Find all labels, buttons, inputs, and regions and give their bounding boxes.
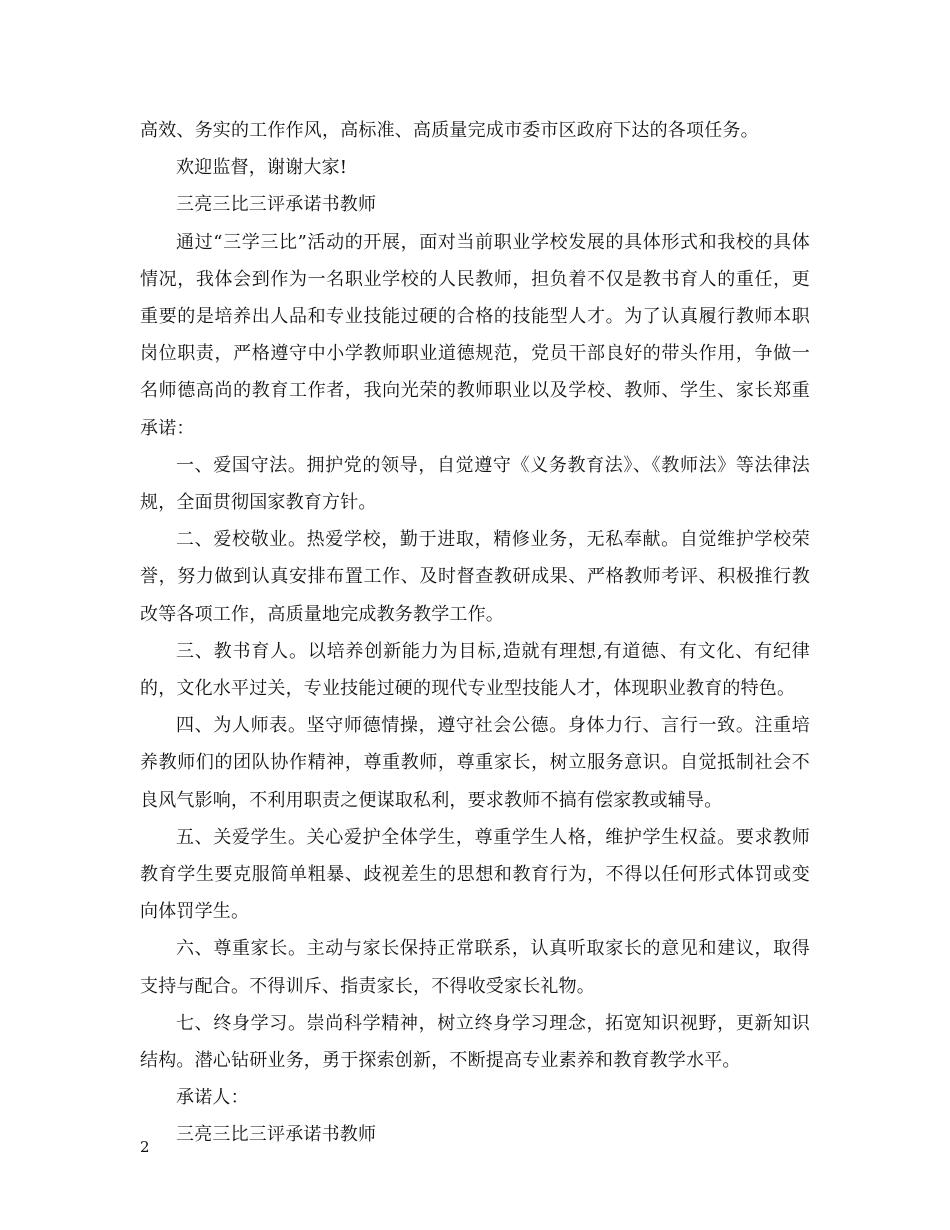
paragraph-intro: 通过“三学三比”活动的开展，面对当前职业学校发展的具体形式和我校的具体情况，我体会到作为一名职业学校的人民教师，担负着不仅是教书育人的重任，更重要的是培养出人品和专业技能过硬的合格的技能型人才。为了认真履行教师本职岗位职责，严格遵守中小学教师职业道德规范，党员干部良好的带头作用，争做一名师德高尚的教育工作者，我向光荣的教师职业以及学校、教师、学生、家长郑重承诺： [140,231,810,439]
paragraph-pledge-5: 五、关爱学生。关心爱护全体学生，尊重学生人格，维护学生权益。要求教师教育学生要克服简单粗暴、歧视差生的思想和教育行为，不得以任何形式体罚或变向体罚学生。 [140,826,810,923]
paragraph-continuation: 高效、务实的工作作风，高标准、高质量完成市委市区政府下达的各项任务。 [140,120,759,141]
page-number: 2 [140,1138,150,1156]
paragraph-closing-thanks: 欢迎监督，谢谢大家! [176,157,348,179]
paragraph-heading: 三亮三比三评承诺书教师 [176,194,377,216]
paragraph-pledge-2: 二、爱校敬业。热爱学校，勤于进取，精修业务，无私奉献。自觉维护学校荣誉，努力做到认真安排布置工作、及时督查教研成果、严格教师考评、积极推行教改等各项工作，高质量地完成教务教学工作。 [140,529,810,625]
paragraph-pledge-6: 六、尊重家长。主动与家长保持正常联系，认真听取家长的意见和建议，取得支持与配合。不得训斥、指责家长，不得收受家长礼物。 [140,938,810,997]
paragraph-pledge-4: 四、为人师表。坚守师德情操，遵守社会公德。身体力行、言行一致。注重培养教师们的团队协作精神，尊重教师，尊重家长，树立服务意识。自觉抵制社会不良风气影响，不利用职责之便谋取私利，要求教师不搞有偿家教或辅导。 [140,715,810,811]
paragraph-pledge-1: 一、爱国守法。拥护党的领导，自觉遵守《义务教育法》、《教师法》等法律法规，全面贯彻国家教育方针。 [140,454,810,514]
paragraph-footer-title: 三亮三比三评承诺书教师 [176,1124,377,1146]
paragraph-pledge-7: 七、终身学习。崇尚科学精神，树立终身学习理念，拓宽知识视野，更新知识结构。潜心钻研业务，勇于探索创新，不断提高专业素养和教育教学水平。 [140,1012,810,1072]
document-body [140,112,810,1154]
paragraph-pledge-3: 三、教书育人。以培养创新能力为目标,造就有理想,有道德、有文化、有纪律的，文化水平过关，专业技能过硬的现代专业型技能人才，体现职业教育的特色。 [140,640,810,700]
paragraph-signatory: 承诺人： [176,1087,249,1109]
